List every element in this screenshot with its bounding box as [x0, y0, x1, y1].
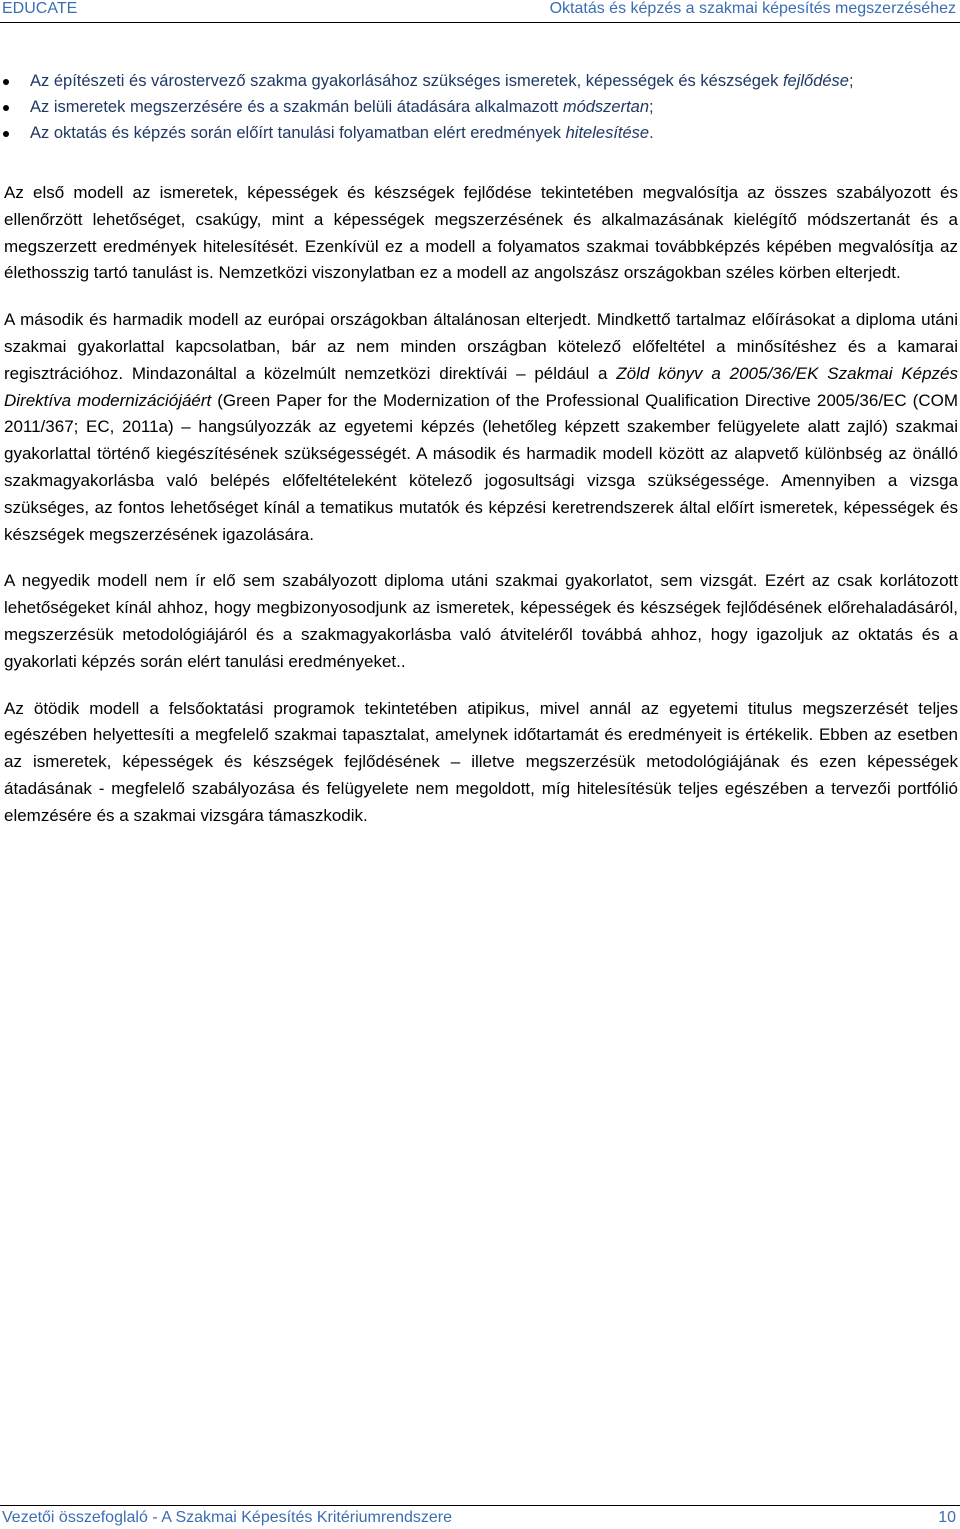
list-item: Az ismeretek megszerzésére és a szakmán belüli átadására alkalmazott módszertan; [0, 94, 960, 120]
bullet-list [0, 68, 960, 146]
paragraph-fifth-model: Az ötödik modell a felsőoktatási programok tekintetében atipikus, mivel annál az egyetemi titulus megszerzését teljes egészében helyettesíti a megfelelő szakmai tapasztalat, amelynek időtartamát és eredményeit is értékelik. Ebben az esetben az ismeretek, képességek és készségek fejlődésének – illetve megszerzésük metodológiájának és ezen képességek átadásának - megfelelő szabályozása és felügyelete nem megoldott, míg hitelesítésük teljes egészében a tervezői portfólió elemzésére és a szakmai vizsgára támaszkodik. [4, 698, 958, 825]
body-text [4, 180, 958, 850]
header-right-title: Oktatás és képzés a szakmai képesítés megszerzéséhez [549, 0, 956, 17]
paragraph-first-model: Az első modell az ismeretek, képességek és készségek fejlődése tekintetében megvalósítja az összes szabályozott és ellenőrzött lehetőséget, csakúgy, mint a képességek megszerzésének és alkalmazásának kielégítő módszertanát és a megszerzett eredmények hitelesítését. Ezenkívül ez a modell a folyamatos szakmai továbbképzés képében megvalósítja az élethosszig tartó tanulást is. Nemzetközi viszonylatban ez a modell az angolszász országokban széles körben elterjedt. [4, 183, 958, 283]
bullet-icon [3, 131, 9, 137]
list-item: Az oktatás és képzés során előírt tanulási folyamatban elért eredmények hitelesítése. [0, 120, 960, 146]
header-left-title: EDUCATE [2, 0, 78, 17]
footer-title: Vezetői összefoglaló - A Szakmai Képesítés Kritériumrendszere [2, 1509, 452, 1526]
paragraph-second-third-model: A második és harmadik modell az európai országokban általánosan elterjedt. Mindkettő tartalmaz előírásokat a diploma utáni szakmai gyakorlattal kapcsolatban, bár az nem minden országban kötelező előfeltétel a minősítéshez és a kamarai regisztrációhoz. Mindazonáltal a közelmúlt nemzetközi direktívái – például a Zöld könyv a 2005/36/EK Szakmai Képzés Direktíva modernizációjáért (Green Paper for the Modernization of the Professional Qualification Directive 2005/36/EC (COM 2011/367; EC, 2011a) – hangsúlyozzák az egyetemi képzés (lehetőleg képzett szakember felügyelete alatt zajló) szakmai gyakorlattal történő kiegészítésének szükségességét. A második és harmadik modell között az alapvető különbség az önálló szakmagyakorlásba való belépés előfeltételeként kötelező jogosultsági vizsga szükségessége. Amennyiben a vizsga szükséges, az fontos lehetőséget kínál a tematikus mutatók és képzési keretrendszerek által előírt ismeretek, képességek és készségek megszerzésének igazolására. [4, 310, 959, 544]
bullet-icon [3, 79, 9, 85]
page-footer [0, 1505, 960, 1529]
page-header [0, 0, 960, 23]
page-number: 10 [938, 1509, 956, 1526]
paragraph-fourth-model: A negyedik modell nem ír elő sem szabályozott diploma utáni szakmai gyakorlatot, sem vizsgát. Ezért az csak korlátozott lehetőségeket kínál ahhoz, hogy megbizonyosodjunk az ismeretek, képességek és készségek fejlődésének előrehaladásáról, megszerzésük metodológiájáról és a szakmagyakorlásba való átviteléről továbbá ahhoz, hogy igazoljuk az oktatás és a gyakorlati képzés során elért tanulási eredményeket.. [4, 571, 958, 671]
bullet-icon [3, 105, 9, 111]
list-item: Az építészeti és várostervező szakma gyakorlásához szükséges ismeretek, képességek és készségek fejlődése; [0, 68, 960, 94]
